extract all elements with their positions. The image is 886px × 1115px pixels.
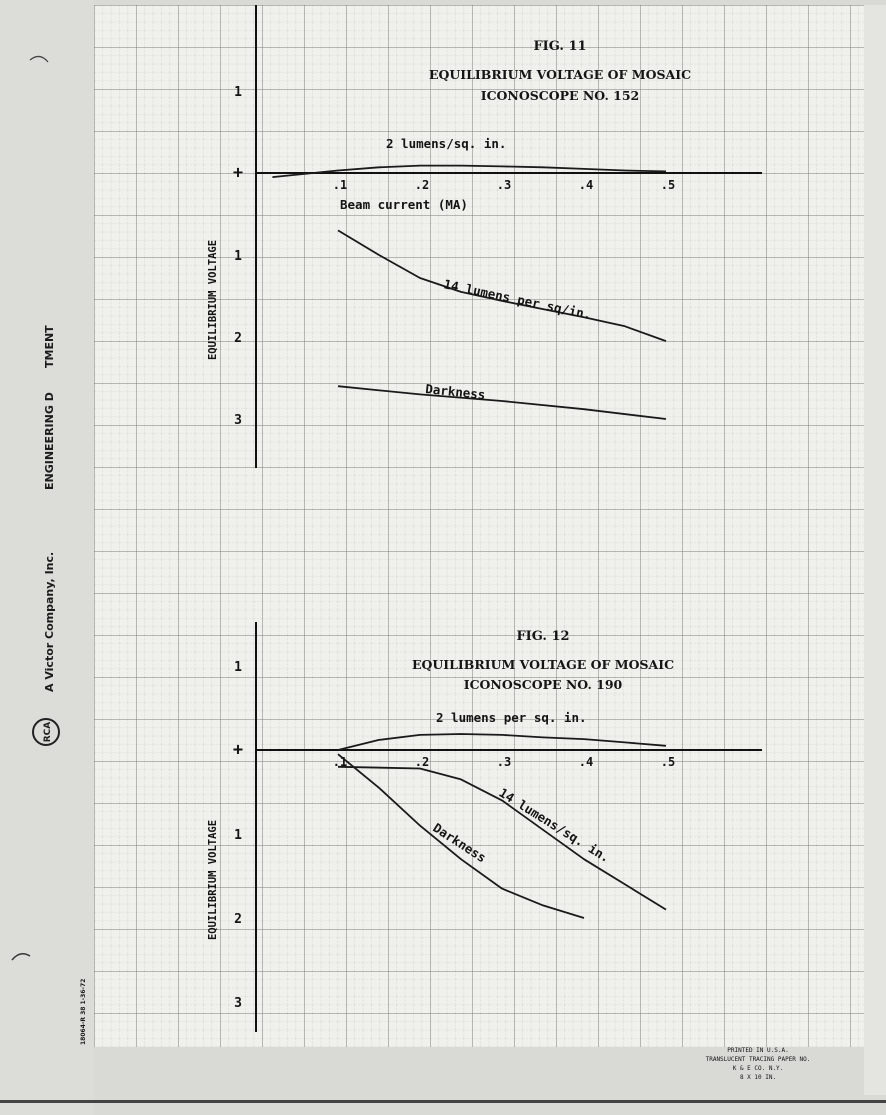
x-tick-label: .5 [660, 755, 676, 769]
chart-subtitle-line: EQUILIBRIUM VOLTAGE OF MOSAIC [411, 657, 675, 672]
x-axis-label: Beam current (MA) [340, 197, 468, 212]
right-margin [864, 5, 886, 1095]
x-tick-label: .3 [496, 178, 512, 192]
chart-subtitle-line: EQUILIBRIUM VOLTAGE OF MOSAIC [428, 67, 692, 82]
y-tick-label: + [232, 163, 244, 183]
series-label: 2 lumens per sq. in. [436, 710, 587, 725]
y-axis-label: EQUILIBRIUM VOLTAGE [207, 819, 219, 941]
x-tick-label: .4 [578, 178, 594, 192]
y-tick-label: 1 [234, 660, 242, 675]
series-label: Darkness [430, 819, 490, 866]
y-tick-label: 3 [234, 996, 242, 1011]
company-text: A Victor Company, Inc. [43, 551, 56, 692]
svg-text:PRINTED IN U.S.A.: PRINTED IN U.S.A. [727, 1047, 789, 1054]
y-axis-label: EQUILIBRIUM VOLTAGE [207, 239, 219, 361]
department-text: ENGINEERING D [43, 392, 56, 490]
series-label: Darkness [424, 381, 487, 403]
y-tick-label: 1 [234, 828, 242, 843]
x-tick-label: .5 [660, 178, 676, 192]
series-label: 2 lumens/sq. in. [386, 136, 507, 151]
series-label: 14 lumens/sq. in. [496, 784, 613, 866]
x-tick-label: .2 [414, 178, 430, 192]
chart-subtitle-line: ICONOSCOPE NO. 190 [463, 677, 623, 692]
chart-title: FIG. 11 [533, 39, 587, 54]
x-tick-label: .1 [332, 178, 348, 192]
page-edge [0, 1100, 886, 1103]
x-tick-label: .4 [578, 755, 594, 769]
y-tick-label: 1 [234, 85, 242, 100]
x-tick-label: .1 [332, 755, 348, 769]
chart-title: FIG. 12 [516, 629, 570, 644]
x-tick-label: .3 [496, 755, 512, 769]
y-tick-label: 2 [234, 912, 242, 927]
y-tick-label: 3 [234, 413, 242, 428]
y-tick-label: + [232, 740, 244, 760]
svg-text:K & E CO. N.Y.: K & E CO. N.Y. [732, 1065, 784, 1072]
svg-text:RCA: RCA [43, 721, 53, 743]
svg-text:8 X 10 IN.: 8 X 10 IN. [739, 1074, 777, 1081]
form-number: 18064-R 38 1-36-72 [80, 978, 87, 1045]
y-tick-label: 2 [234, 331, 242, 346]
department-tail-text: TMENT [43, 325, 56, 368]
paper-stamp [706, 1047, 811, 1081]
chart-subtitle-line: ICONOSCOPE NO. 152 [480, 88, 640, 103]
y-tick-label: 1 [234, 249, 242, 264]
x-tick-label: .2 [414, 755, 430, 769]
svg-text:TRANSLUCENT TRACING PAPER NO.: TRANSLUCENT TRACING PAPER NO. [705, 1056, 811, 1063]
series-label: 14 lumens per sq/in. [442, 276, 593, 323]
